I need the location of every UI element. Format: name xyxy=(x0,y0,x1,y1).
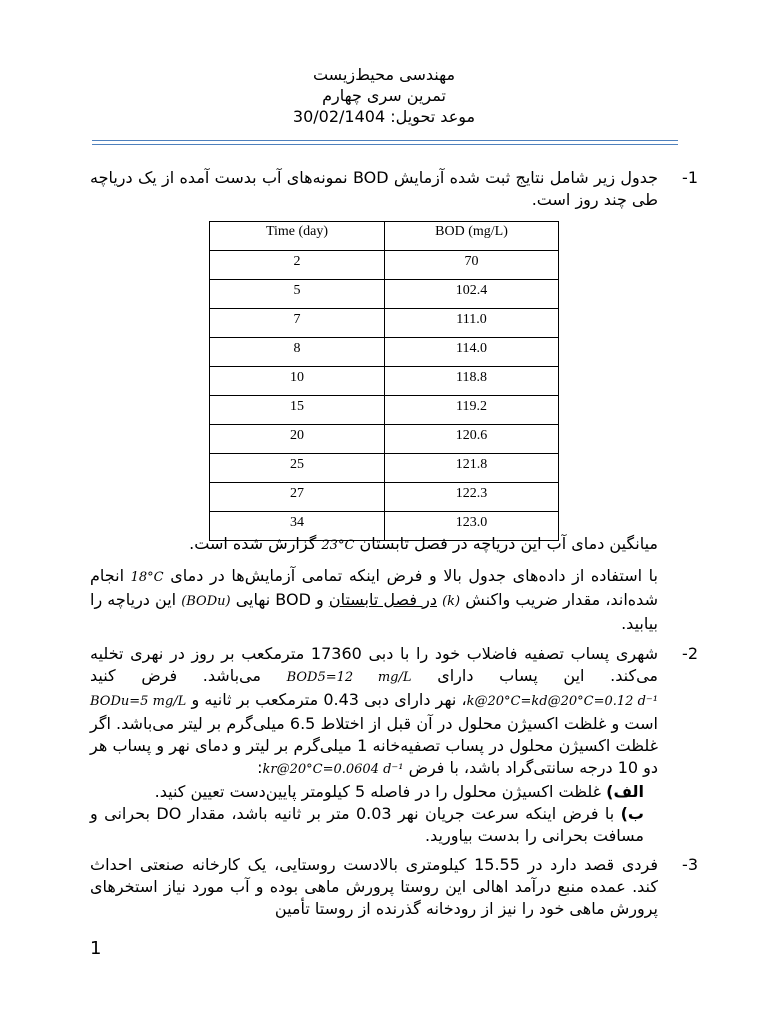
time-cell: 10 xyxy=(210,367,385,396)
task-temp-value: 18°C xyxy=(130,570,164,585)
part-a xyxy=(90,781,658,803)
temp-value: 23°C xyxy=(321,538,355,553)
question-1-intro xyxy=(90,167,658,211)
table-row xyxy=(210,454,559,483)
table-row xyxy=(210,309,559,338)
table-row xyxy=(210,251,559,280)
task-text-e: این دریاچه را بیابید. xyxy=(90,590,658,633)
question-1-task xyxy=(90,565,658,635)
table-row xyxy=(210,396,559,425)
time-cell: 2 xyxy=(210,251,385,280)
bod-cell: 121.8 xyxy=(385,454,559,483)
bod-cell: 123.0 xyxy=(385,512,559,541)
column-header-time: Time (day) xyxy=(210,222,385,251)
header-rule-top xyxy=(92,140,678,141)
part-b-text: با فرض اینکه سرعت جریان نهر 0.03 متر بر ثانیه باشد، مقدار DO بحرانی و مسافت بحرانی را بدست بیاورید. xyxy=(90,804,644,845)
k-symbol: (k) xyxy=(442,594,461,609)
question-2-body: شهری پساب تصفیه فاضلاب خود را با دبی 17360 مترمکعب بر روز در نهری تخلیه می‌کند. این پساب دارای BOD5=12 mg/L می‌باشد. فرض کنید k@20°C=kd@20°C=0.12 d⁻¹، نهر دارای دبی 0.43 مترمکعب بر ثانیه و BODu=5 mg/L است و غلظت اکسیژن محلول در آن قبل از اختلاط 6.5 میلی‌گرم بر لیتر می‌باشد. اگر غلظت اکسیژن محلول در پساب تصفیه‌خانه 1 میلی‌گرم بر لیتر و دمای نهر و پساب هر دو 10 درجه سانتی‌گراد باشد، با فرض kr@20°C=0.0604 d⁻¹: الف) غلظت اکسیژن محلول را در فاصله 5 کیلومتر پایین‌دست تعیین کنید. ب) با فرض اینکه سرعت جریان نهر 0.03 متر بر ثانیه باشد، مقدار DO بحرانی و مسافت بحرانی را بدست بیاورید. xyxy=(90,644,659,845)
bodu-formula: BODu=5 mg/L xyxy=(90,694,187,709)
bod-cell: 120.6 xyxy=(385,425,559,454)
table-row xyxy=(210,483,559,512)
task-text-d: و BOD نهایی xyxy=(235,590,324,609)
time-cell: 8 xyxy=(210,338,385,367)
bod-cell: 70 xyxy=(385,251,559,280)
bod-cell: 111.0 xyxy=(385,309,559,338)
table-row xyxy=(210,367,559,396)
q2-line-6a: دمای نهر و پساب هر دو 10 درجه سانتی‌گراد باشد، با فرض xyxy=(90,736,658,777)
time-cell: 7 xyxy=(210,309,385,338)
part-a-text: غلظت اکسیژن محلول را در فاصله 5 کیلومتر پایین‌دست تعیین کنید. xyxy=(154,782,602,801)
assignment-title: تمرین سری چهارم xyxy=(322,86,446,105)
column-header-bod: BOD (mg/L) xyxy=(385,222,559,251)
table-row xyxy=(210,280,559,309)
q2-line-2b: می‌باشد. فرض کنید xyxy=(90,666,261,685)
question-3-number: -3 xyxy=(682,855,698,874)
q2-line-3c: نهر دارای دبی 0.43 مترمکعب بر ثانیه و xyxy=(191,690,457,709)
table-row xyxy=(210,425,559,454)
bod-cell: 119.2 xyxy=(385,396,559,425)
time-cell: 15 xyxy=(210,396,385,425)
question-3-text: فردی قصد دارد در 15.55 کیلومتری بالادست روستایی، یک کارخانه صنعتی احداث کند. عمده منبع درآمد اهالی این روستا پرورش ماهی بوده و آب مورد نیاز استخرهای پرورش ماهی خود را نیز از رودخانه گذرنده از روستا تأمین xyxy=(90,855,658,918)
temp-text-a: میانگین دمای آب این دریاچه در فصل تابستان xyxy=(359,534,658,553)
time-cell: 5 xyxy=(210,280,385,309)
summer-underlined: در فصل تابستان xyxy=(328,590,437,609)
bod5-formula: BOD5=12 mg/L xyxy=(286,670,412,685)
time-cell: 20 xyxy=(210,425,385,454)
part-b xyxy=(90,803,658,847)
q2-line-4: است و غلظت اکسیژن محلول در آن قبل از اختلاط 6.5 میلی‌گرم بر لیتر xyxy=(179,714,658,733)
q2-line-1: شهری پساب تصفیه فاضلاب خود را با دبی 17360 مترمکعب بر روز در نهری xyxy=(130,644,659,663)
header-rule-bottom xyxy=(92,144,678,145)
question-3-body xyxy=(90,854,658,920)
page-number: 1 xyxy=(90,938,102,959)
time-cell: 27 xyxy=(210,483,385,512)
time-cell: 25 xyxy=(210,454,385,483)
bod-table xyxy=(209,221,559,541)
question-1-temperature xyxy=(90,533,658,557)
kr-formula: kr@20°C=0.0604 d⁻¹ xyxy=(262,762,404,777)
temp-text-b: گزارش شده است. xyxy=(189,534,317,553)
part-a-label: الف) xyxy=(606,782,644,801)
bod-cell: 102.4 xyxy=(385,280,559,309)
document-header xyxy=(0,64,768,127)
bod-cell: 114.0 xyxy=(385,338,559,367)
question-1-intro-text: جدول زیر شامل نتایج ثبت شده آزمایش BOD نمونه‌های آب بدست آمده از یک دریاچه طی چند روز است. xyxy=(90,168,658,209)
task-text-a: با استفاده از داده‌های جدول بالا و فرض اینکه تمامی آزمایش‌ها در دمای xyxy=(170,566,659,585)
time-cell: 34 xyxy=(210,512,385,541)
task-text-b: انجام شده‌اند، مقدار ضریب واکنش xyxy=(90,566,658,609)
bod-cell: 118.8 xyxy=(385,367,559,396)
due-date: موعد تحویل: 30/02/1404 xyxy=(292,107,476,126)
bodu-symbol: (BODu) xyxy=(181,594,231,609)
table-row xyxy=(210,338,559,367)
k-formula: k@20°C=kd@20°C=0.12 d⁻¹ xyxy=(466,694,659,709)
q2-line-2a: تخلیه می‌کند. این پساب دارای xyxy=(90,644,658,685)
q2-line-5: می‌باشد. اگر غلظت اکسیژن محلول در پساب تصفیه‌خانه 1 میلی‌گرم بر لیتر و xyxy=(90,714,659,755)
part-b-label: ب) xyxy=(620,804,644,823)
question-1-number: -1 xyxy=(682,168,698,187)
course-title: مهندسی محیط‌زیست xyxy=(312,65,456,84)
table-header-row xyxy=(210,222,559,251)
bod-cell: 122.3 xyxy=(385,483,559,512)
question-2-number: -2 xyxy=(682,644,698,663)
